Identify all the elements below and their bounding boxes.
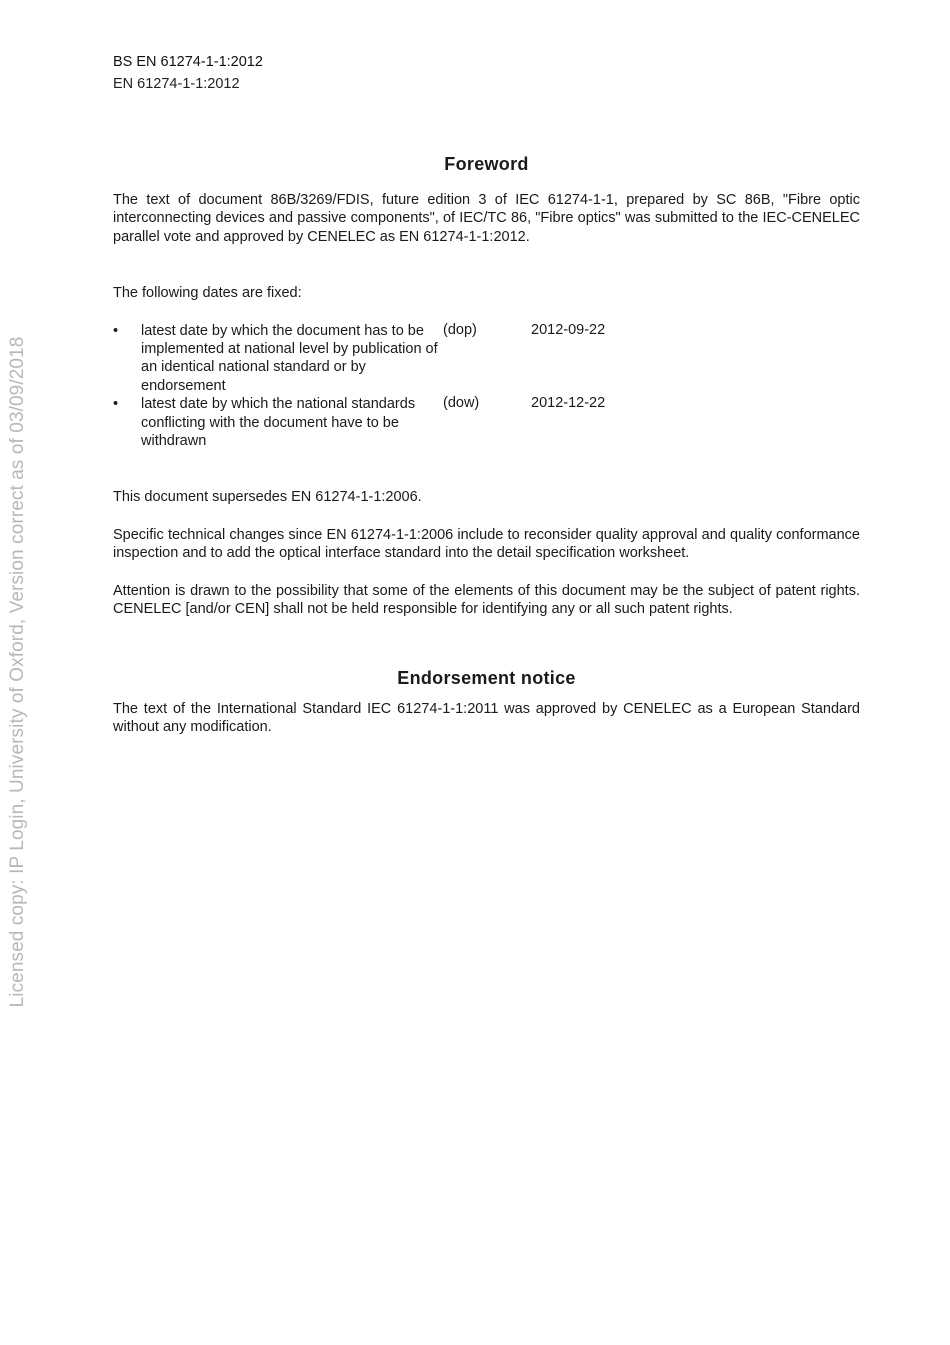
date-value: 2012-09-22 bbox=[531, 321, 606, 338]
date-item-dop bbox=[113, 322, 860, 396]
date-item-dow bbox=[113, 395, 860, 450]
attention-paragraph: Attention is drawn to the possibility that some of the elements of this document may be the subject of patent rights. CENELEC [and/or CEN] shall not be held responsible for identifying any or all such patent rights. bbox=[113, 582, 860, 618]
date-abbreviation: (dow) bbox=[443, 395, 480, 412]
standard-id-en: EN 61274-1-1:2012 bbox=[113, 76, 240, 92]
changes-paragraph: Specific technical changes since EN 61274-1-1:2006 include to reconsider quality approval and quality conformance inspection and to add the optical interface standard into the detail specification worksheet. bbox=[113, 526, 860, 562]
bullet-icon: • bbox=[113, 322, 119, 339]
date-description: latest date by which the national standards conflicting with the document have to be withdrawn bbox=[141, 396, 416, 450]
endorsement-paragraph: The text of the International Standard IEC 61274-1-1:2011 was approved by CENELEC as a European Standard without any modification. bbox=[113, 700, 860, 735]
date-abbreviation: (dop) bbox=[443, 321, 477, 338]
date-value: 2012-12-22 bbox=[531, 395, 606, 412]
license-watermark: Licensed copy: IP Login, University of Oxford, Version correct as of 03/09/2018 bbox=[7, 336, 28, 1008]
supersedes-paragraph: This document supersedes EN 61274-1-1:2006. bbox=[113, 489, 422, 506]
bullet-icon: • bbox=[113, 396, 119, 413]
date-description: latest date by which the document has to be implemented at national level by publication of an identical national standard or by endorsement bbox=[141, 322, 438, 394]
foreword-paragraph: The text of document 86B/3269/FDIS, future edition 3 of IEC 61274-1-1, prepared by SC 86B, "Fibre optic interconnecting devices and passive components", of IEC/TC 86, "Fibre optics" was submitted to the IEC-CENELEC parallel vote and approved by CENELEC as EN 61274-1-1:2012. bbox=[113, 192, 860, 245]
dates-intro: The following dates are fixed: bbox=[113, 285, 302, 302]
dates-list bbox=[113, 322, 860, 451]
standard-id-bs: BS EN 61274-1-1:2012 bbox=[113, 54, 263, 70]
document-header bbox=[113, 51, 263, 95]
endorsement-heading: Endorsement notice bbox=[397, 667, 576, 688]
document-body bbox=[113, 150, 860, 736]
foreword-heading: Foreword bbox=[444, 154, 529, 174]
